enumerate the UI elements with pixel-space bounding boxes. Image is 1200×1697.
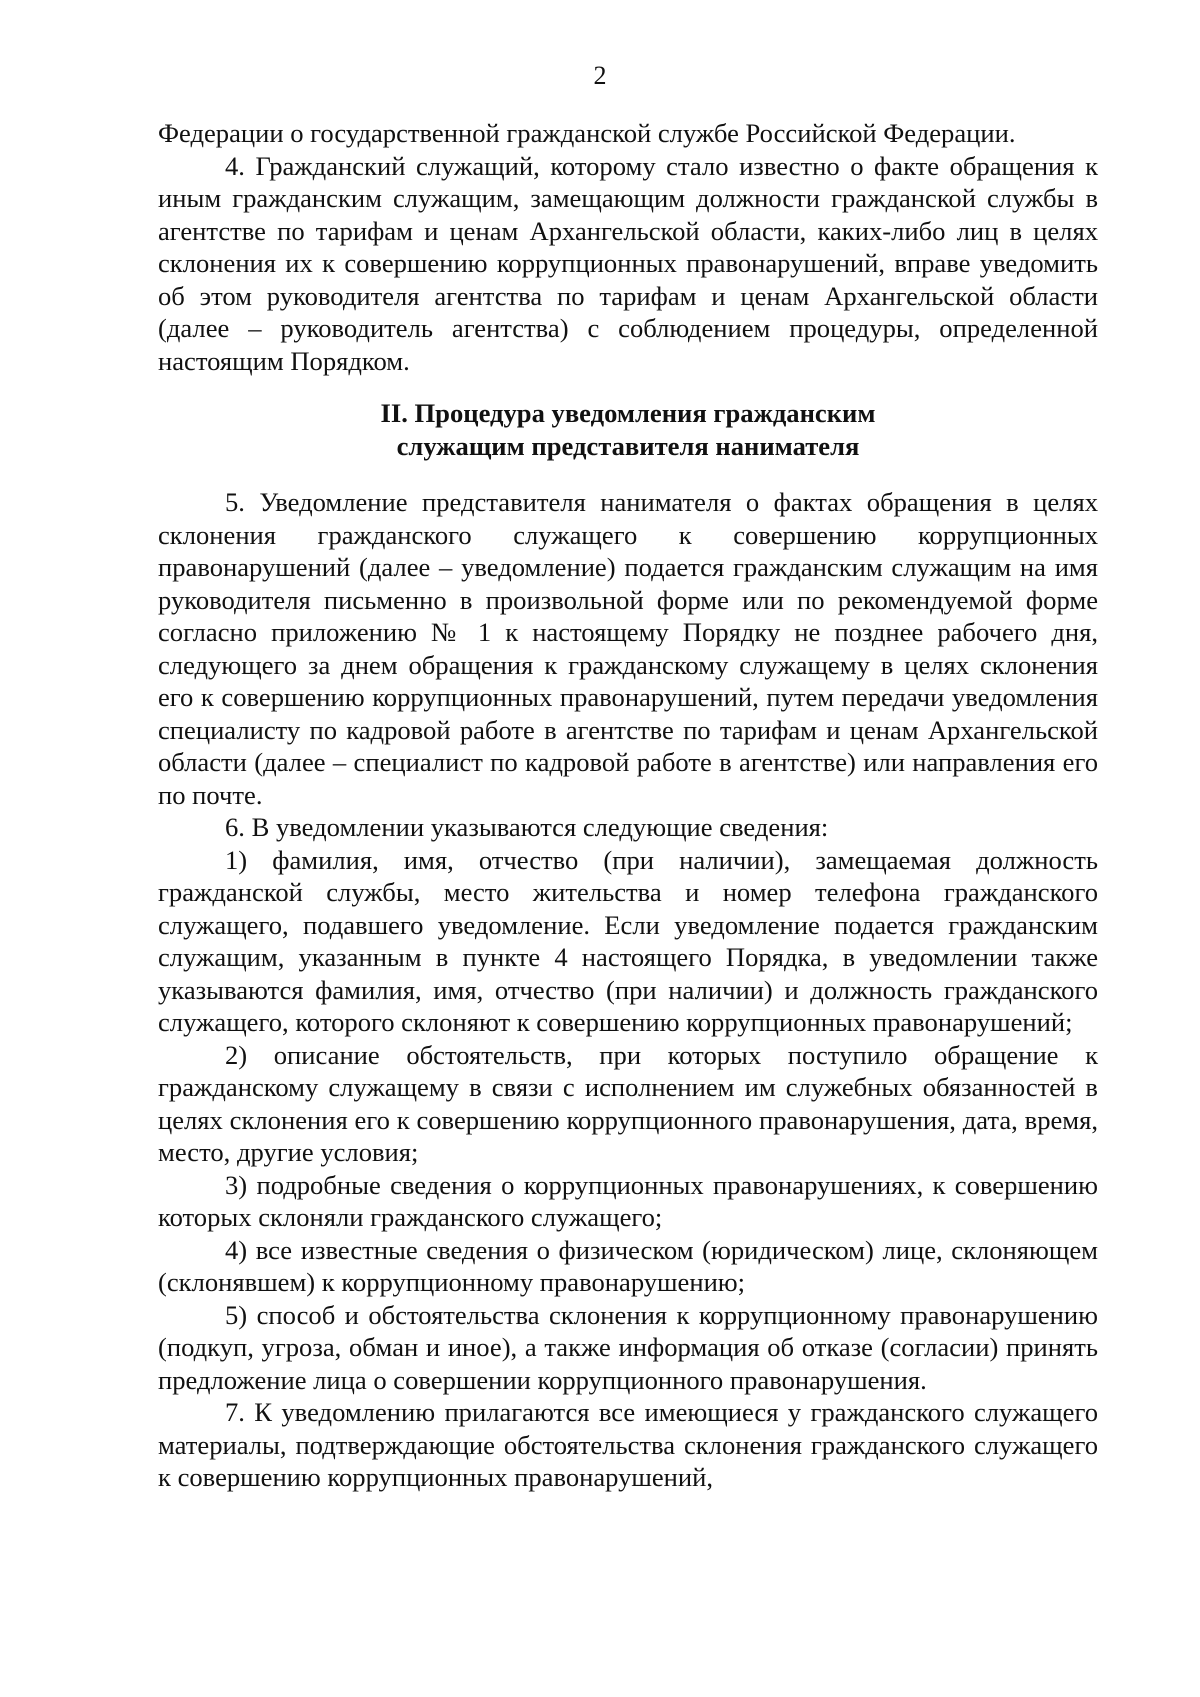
paragraph-item-6-5: 5) способ и обстоятельства склонения к коррупционному правонарушению (подкуп, угроза, обман и иное), а также информация об отказе (согласии) принять предложение лица о совершении коррупционного правонарушения. bbox=[158, 1299, 1098, 1395]
section-heading-line-2: служащим представителя нанимателя bbox=[396, 430, 860, 461]
paragraph-item-7: 7. К уведомлению прилагаются все имеющиеся у гражданского служащего материалы, подтверждающие обстоятельства склонения гражданского служащего к совершению коррупционных правонарушений, bbox=[158, 1397, 1098, 1492]
paragraph-item-6-4: 4) все известные сведения о физическом (юридическом) лице, склоняющем (склонявшем) к коррупционному правонарушению; bbox=[158, 1234, 1098, 1297]
paragraph-item-5: 5. Уведомление представителя нанимателя о фактах обращения в целях склонения гражданского служащего к совершению коррупционных правонарушений (далее – уведомление) подается гражданским служащим на имя руководителя письменно в произвольной форме или по рекомендуемой форме согласно приложению № 1 к настоящему Порядку не позднее рабочего дня, следующего за днем обращения к гражданскому служащему в целях склонения его к совершению коррупционных правонарушений, путем передачи уведомления специалисту по кадровой работе в агентстве по тарифам и ценам Архангельской области (далее – специалист по кадровой работе в агентстве) или направления его по почте. bbox=[158, 487, 1098, 810]
page-number: 2 bbox=[593, 61, 607, 90]
document-body bbox=[158, 117, 1098, 1494]
section-heading bbox=[158, 397, 1098, 462]
paragraph-item-6: 6. В уведомлении указываются следующие сведения: bbox=[225, 812, 829, 842]
paragraph-item-6-1: 1) фамилия, имя, отчество (при наличии), замещаемая должность гражданской службы, место жительства и номер телефона гражданского служащего, подавшего уведомление. Если уведомление подается гражданским служащим, указанным в пункте 4 настоящего Порядка, в уведомлении также указываются фамилия, имя, отчество (при наличии) и должность гражданского служащего, которого склоняют к совершению коррупционных правонарушений; bbox=[158, 844, 1098, 1037]
section-heading-line-1: II. Процедура уведомления гражданским bbox=[380, 398, 876, 428]
paragraph-item-6-2: 2) описание обстоятельств, при которых поступило обращение к гражданскому служащему в связи с исполнением им служебных обязанностей в целях склонения его к совершению коррупционного правонарушения, дата, время, место, другие условия; bbox=[158, 1039, 1098, 1167]
paragraph-continuation: Федерации о государственной гражданской службе Российской Федерации. bbox=[158, 118, 1016, 148]
paragraph-item-4: 4. Гражданский служащий, которому стало известно о факте обращения к иным гражданским служащим, замещающим должности гражданской службы в агентстве по тарифам и ценам Архангельской области, каких-либо лиц в целях склонения их к совершению коррупционных правонарушений, вправе уведомить об этом руководителя агентства по тарифам и ценам Архангельской области (далее – руководитель агентства) с соблюдением процедуры, определенной настоящим Порядком. bbox=[158, 150, 1098, 376]
paragraph-item-6-3: 3) подробные сведения о коррупционных правонарушениях, к совершению которых склоняли гражданского служащего; bbox=[158, 1169, 1098, 1232]
